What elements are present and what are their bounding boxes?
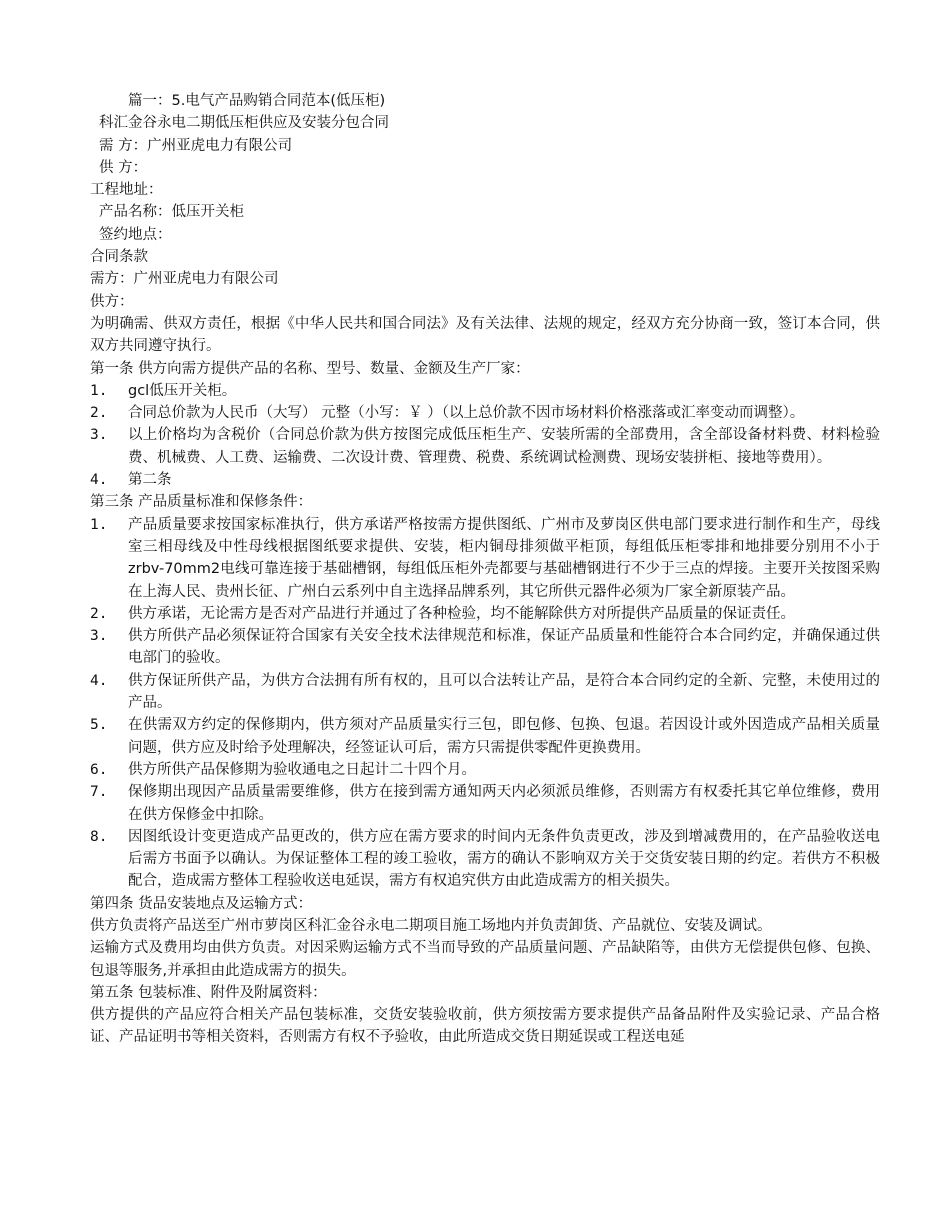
terms-heading: 合同条款 <box>90 249 148 266</box>
item-text: 第二条 <box>128 472 172 489</box>
item-number: 1. <box>90 382 108 399</box>
item-text: 在供需双方约定的保修期内，供方须对产品质量实行三包，即包修、包换、包退。若因设计或外因造成产品相关质量问题，供方应及时给予处理解决，经签证认可后，需方只需提供零配件更换费用。 <box>128 717 880 756</box>
intro-seller: 供方： <box>90 293 134 310</box>
item-number: 4. <box>90 472 108 489</box>
article4-paragraph-1: 供方负责将产品送至广州市萝岗区科汇金谷永电二期项目施工场地内并负责卸货、产品就位、安装及调试。 <box>90 917 772 934</box>
article5-paragraph-1: 供方提供的产品应符合相关产品包装标准，交货安装验收前，供方须按需方要求提供产品备品附件及实验记录、产品合格证、产品证明书等相关资料，否则需方有权不予验收，由此所造成交货日期延误或工程送电延 <box>90 1007 880 1046</box>
item-number: 2. <box>90 405 108 422</box>
document-title: 篇一：5.电气产品购销合同范本(低压柜) <box>128 93 386 109</box>
list-item <box>90 670 880 715</box>
buyer-line: 需 方：广州亚虎电力有限公司 <box>99 137 293 154</box>
item-text: 产品质量要求按国家标准执行，供方承诺严格按需方提供图纸、广州市及萝岗区供电部门要求进行制作和生产，母线室三相母线及中性母线根据图纸要求提供、安装，柜内铜母排须做平柜顶，每组低压柜零排和地排要分别用不小于zrbv-70mm2电线可靠连接于基础槽钢，每组低压柜外壳都要与基础槽钢进行不少于三点的焊接。主要开关按图采购在上海人民、贵州长征、广州白云系列中自主选择品牌系列，其它所供元器件必须为厂家全新原装产品。 <box>128 516 880 600</box>
item-text: 合同总价款为人民币（大写） 元整（小写：￥ ）（以上总价款不因市场材料价格涨落或汇率变动而调整）。 <box>128 405 805 422</box>
article5-heading: 第五条 包装标准、附件及附属资料： <box>90 984 327 1001</box>
item-number: 8. <box>90 828 108 845</box>
article4-paragraph-2: 运输方式及费用均由供方负责。对因采购运输方式不当而导致的产品质量问题、产品缺陷等，由供方无偿提供包修、包换、包退等服务,并承担由此造成需方的损失。 <box>90 940 880 979</box>
item-text: 供方承诺，无论需方是否对产品进行并通过了各种检验，均不能解除供方对所提供产品质量的保证责任。 <box>128 605 795 622</box>
list-item <box>90 625 880 670</box>
list-item <box>90 424 880 469</box>
item-number: 7. <box>90 784 108 801</box>
list-item <box>90 826 880 893</box>
item-number: 5. <box>90 717 108 734</box>
item-text: 供方保证所供产品，为供方合法拥有所有权的，且可以合法转让产品，是符合本合同约定的全新、完整，未使用过的产品。 <box>128 672 880 712</box>
item-number: 3. <box>90 628 108 645</box>
list-item <box>90 781 880 826</box>
list-item <box>90 469 880 491</box>
list-item <box>90 759 880 781</box>
item-number: 2. <box>90 605 108 622</box>
purpose-paragraph: 为明确需、供双方责任，根据《中华人民共和国合同法》及有关法律、法规的规定，经双方充分协商一致，签订本合同，供双方共同遵守执行。 <box>90 315 880 355</box>
sign-place-line: 签约地点： <box>99 226 172 243</box>
contract-subtitle: 科汇金谷永电二期低压柜供应及安装分包合同 <box>99 115 389 132</box>
item-number: 6. <box>90 761 108 778</box>
product-line: 产品名称：低压开关柜 <box>99 204 244 221</box>
item-number: 4. <box>90 672 108 689</box>
item-text: 因图纸设计变更造成产品更改的，供方应在需方要求的时间内无条件负责更改，涉及到增减费用的，在产品验收送电后需方书面予以确认。为保证整体工程的竣工验收，需方的确认不影响双方关于交货安装日期的约定。若供方不积极配合，造成需方整体工程验收送电延误，需方有权追究供方由此造成需方的相关损失。 <box>128 828 880 890</box>
seller-line: 供 方： <box>99 159 148 176</box>
list-item <box>90 380 880 402</box>
list-item <box>90 603 880 625</box>
list-item <box>90 514 880 603</box>
list-item <box>90 402 880 424</box>
item-text: 供方所供产品保修期为验收通电之日起计二十四个月。 <box>128 761 476 778</box>
item-text: 供方所供产品必须保证符合国家有关安全技术法律规范和标准，保证产品质量和性能符合本合同约定，并确保通过供电部门的验收。 <box>128 628 880 667</box>
article4-heading: 第四条 货品安装地点及运输方式： <box>90 895 313 912</box>
article1-heading: 第一条 供方向需方提供产品的名称、型号、数量、金额及生产厂家： <box>90 360 530 377</box>
intro-buyer: 需方：广州亚虎电力有限公司 <box>90 271 279 288</box>
item-text: 以上价格均为含税价（合同总价款为供方按图完成低压柜生产、安装所需的全部费用，含全部设备材料费、材料检验费、机械费、人工费、运输费、二次设计费、管理费、税费、系统调试检测费、现场安装拼柜、接地等费用）。 <box>128 427 880 466</box>
list-item <box>90 714 880 759</box>
article3-heading: 第三条 产品质量标准和保修条件： <box>90 494 313 511</box>
item-number: 1. <box>90 516 108 533</box>
item-text: gcl低压开关柜。 <box>128 382 237 399</box>
contract-document <box>90 90 880 1049</box>
item-number: 3. <box>90 427 108 444</box>
site-line: 工程地址： <box>90 182 163 199</box>
item-text: 保修期出现因产品质量需要维修，供方在接到需方通知两天内必须派员维修，否则需方有权委托其它单位维修，费用在供方保修金中扣除。 <box>128 784 880 823</box>
